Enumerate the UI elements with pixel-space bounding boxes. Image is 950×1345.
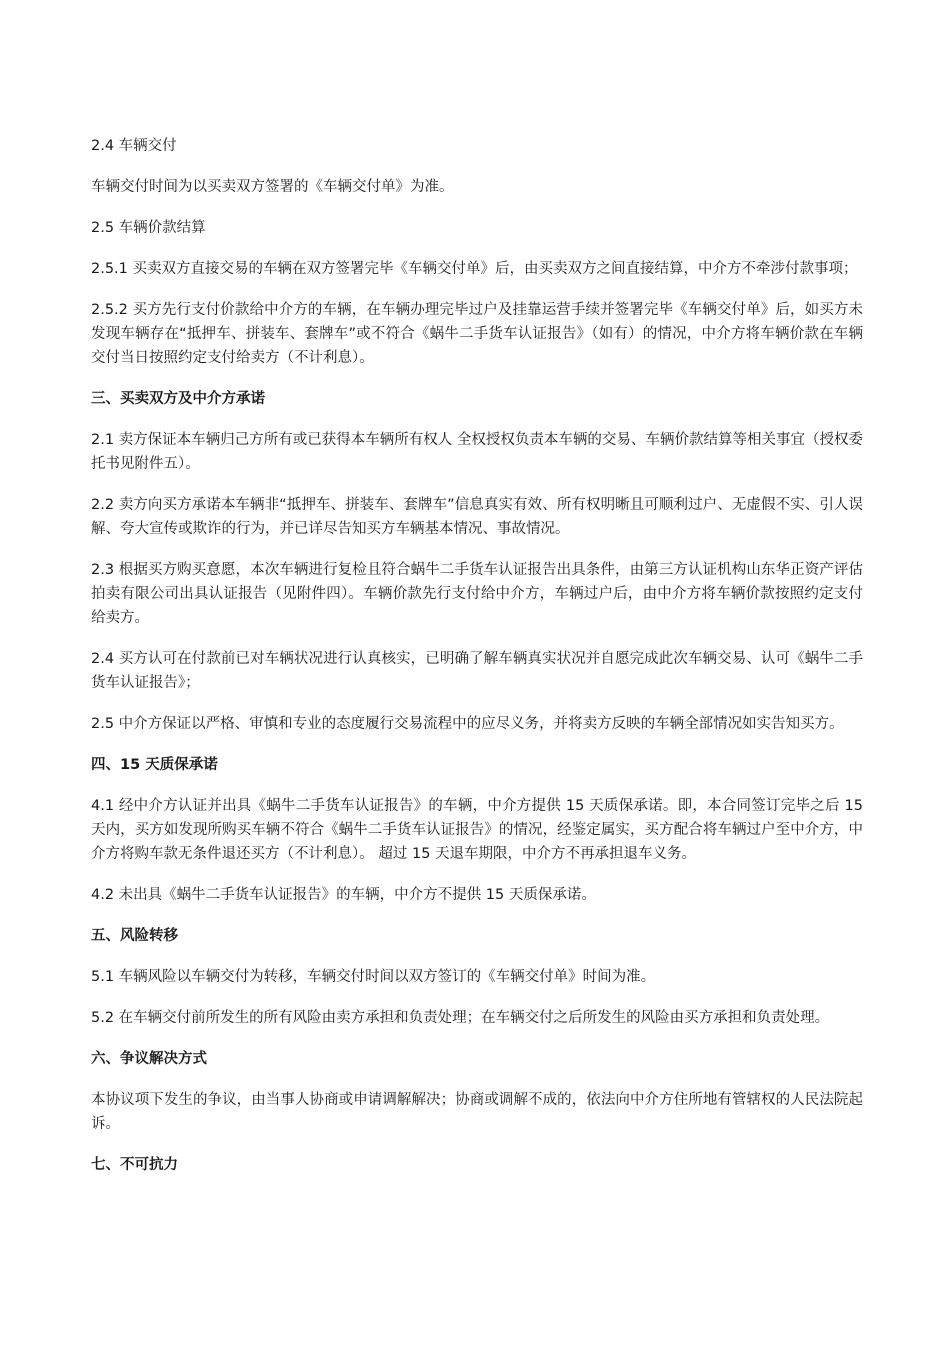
clause-3-2-1: 2.1 卖方保证本车辆归己方所有或已获得本车辆所有权人 全权授权负责本车辆的交易、车辆价款结算等相关事宜（授权委托书见附件五）。: [91, 432, 863, 472]
clause-3-2-5: 2.5 中介方保证以严格、审慎和专业的态度履行交易流程中的应尽义务，并将卖方反映的车辆全部情况如实告知买方。: [91, 716, 844, 732]
section-title-vehicle-delivery: 2.4 车辆交付: [91, 138, 177, 154]
heading-section-4: 四、15 天质保承诺: [91, 757, 218, 773]
clause-4-1: 4.1 经中介方认证并出具《蜗牛二手货车认证报告》的车辆，中介方提供 15 天质保承诺。即，本合同签订完毕之后 15 天内，买方如发现所购买车辆不符合《蜗牛二手货车认证报告》的情况，经鉴定属实，买方配合将车辆过户至中介方，中介方将购车款无条件退还买方（不计利息）。 超过 15 天退车期限，中介方不再承担退车义务。: [91, 798, 863, 862]
clause-2-5-2: 2.5.2 买方先行支付价款给中介方的车辆，在车辆办理完毕过户及挂靠运营手续并签署完毕《车辆交付单》后，如买方未发现车辆存在“抵押车、拼装车、套牌车”或不符合《蜗牛二手货车认证报告》（如有）的情况，中介方将车辆价款在车辆交付当日按照约定支付给卖方（不计利息）。: [91, 302, 863, 366]
heading-section-5: 五、风险转移: [91, 928, 178, 944]
clause-2-5-1: 2.5.1 买卖双方直接交易的车辆在双方签署完毕《车辆交付单》后，由买卖双方之间直接结算，中介方不牵涉付款事项；: [91, 261, 858, 277]
clause-4-2: 4.2 未出具《蜗牛二手货车认证报告》的车辆，中介方不提供 15 天质保承诺。: [91, 887, 596, 903]
clause-3-2-4: 2.4 买方认可在付款前已对车辆状况进行认真核实，已明确了解车辆真实状况并自愿完成此次车辆交易、认可《蜗牛二手货车认证报告》；: [91, 651, 863, 691]
heading-section-6: 六、争议解决方式: [91, 1051, 207, 1067]
section-title-price-settlement: 2.5 车辆价款结算: [91, 220, 206, 236]
clause-3-2-3: 2.3 根据买方购买意愿，本次车辆进行复检且符合蜗牛二手货车认证报告出具条件，由第三方认证机构山东华正资产评估拍卖有限公司出具认证报告（见附件四）。车辆价款先行支付给中介方，车辆过户后，由中介方将车辆价款按照约定支付给卖方。: [91, 562, 863, 626]
clause-5-2: 5.2 在车辆交付前所发生的所有风险由卖方承担和负责处理；在车辆交付之后所发生的风险由买方承担和负责处理。: [91, 1010, 830, 1026]
heading-section-7: 七、不可抗力: [91, 1157, 178, 1173]
paragraph-delivery-time: 车辆交付时间为以买卖双方签署的《车辆交付单》为准。: [91, 179, 454, 195]
clause-3-2-2: 2.2 卖方向买方承诺本车辆非“抵押车、拼装车、套牌车”信息真实有效、所有权明晰且可顺利过户、无虚假不实、引人误解、夸大宣传或欺诈的行为，并已详尽告知买方车辆基本情况、事故情况。: [91, 497, 863, 537]
document-body: [91, 134, 863, 1194]
heading-section-3: 三、买卖双方及中介方承诺: [91, 391, 265, 407]
clause-5-1: 5.1 车辆风险以车辆交付为转移，车辆交付时间以双方签订的《车辆交付单》时间为准。: [91, 969, 656, 985]
clause-6-dispute: 本协议项下发生的争议，由当事人协商或申请调解解决；协商或调解不成的，依法向中介方住所地有管辖权的人民法院起诉。: [91, 1092, 863, 1132]
